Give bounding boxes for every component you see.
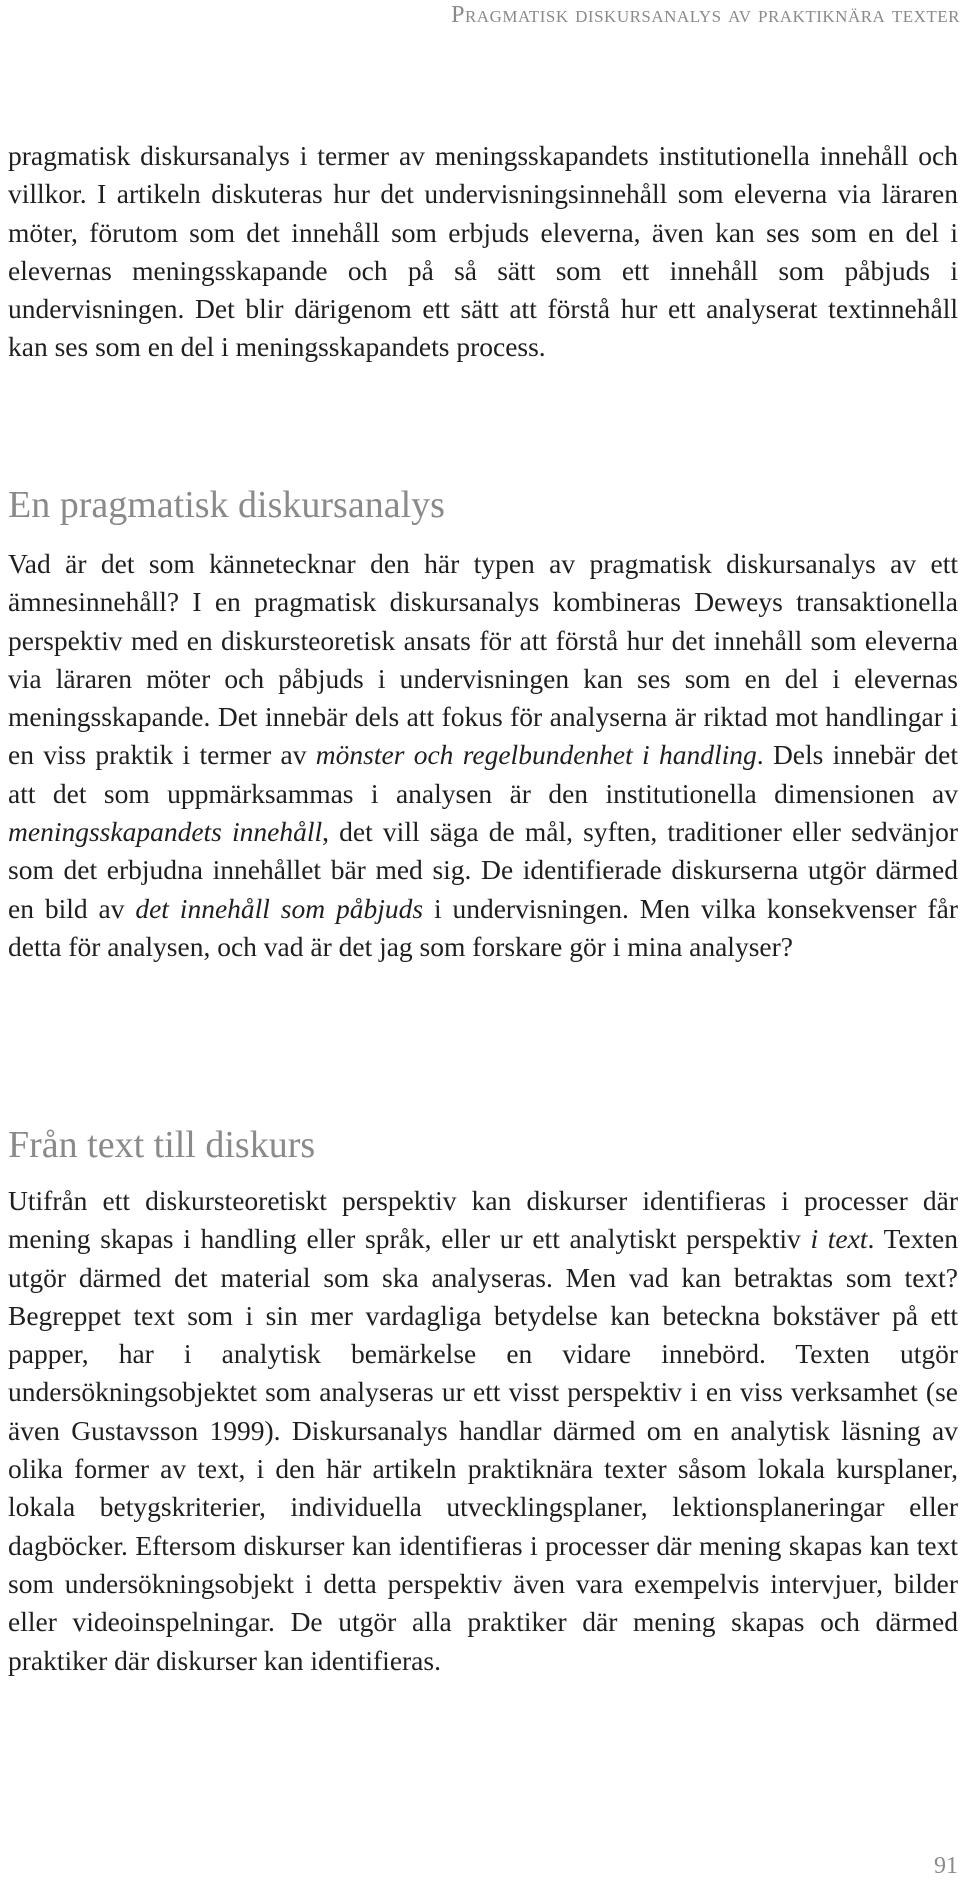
text-run: i undervisningen. Men vilka konsekvenser får detta för analysen, och vad är det jag som forskare gör i mina analyser?	[8, 892, 958, 962]
section-pragmatisk-diskursanalys	[8, 483, 958, 527]
text-run: , det vill säga de mål, syften, traditioner eller sedvänjor som det erbjudna innehållet bär med sig. De identifierade diskurserna utgör därmed en bild av	[8, 816, 958, 924]
text-run: . Texten utgör därmed det material som ska analyseras. Men vad kan betraktas som text? Begreppet text som i sin mer vardagliga betydelse kan beteckna bokstäver på ett papper, har i analytisk bemärkelse en vidare innebörd. Texten utgör undersökningsobjektet som analyseras ur ett visst perspektiv i en viss verksamhet (se även Gustavsson 1999). Diskursanalys handlar därmed om en analytisk läsning av olika former av text, i den här artikeln praktiknära texter såsom lokala kursplaner, lokala betygskriterier, individuella utvecklingsplaner, lektionsplaneringar eller dagböcker. Eftersom diskurser kan identifieras i processer där mening skapas kan text som undersökningsobjekt i detta perspektiv även vara exempelvis intervjuer, bilder eller videoinspelningar. De utgör alla praktiker där mening skapas och därmed praktiker där diskurser kan identifieras.	[8, 1223, 958, 1676]
paragraph-intro	[8, 137, 958, 367]
page-number: 91	[934, 1853, 958, 1879]
emphasis-text: meningsskapandets innehåll	[8, 816, 323, 848]
text-run: . Dels innebär det att det som uppmärksammas i analysen är den institutionella dimensionen av	[8, 739, 958, 809]
emphasis-text: i text	[810, 1223, 868, 1255]
text-run: Vad är det som kännetecknar den här typen av pragmatisk diskursanalys av ett ämnesinnehåll? I en pragmatisk diskursanalys kombineras Deweys transaktionella perspektiv med en diskursteoretisk ansats för att förstå hur det innehåll som eleverna via läraren möter och påbjuds i undervisningen kan ses som en del i elevernas meningsskapande. Det innebär dels att fokus för analyserna är riktad mot handlingar i en viss praktik i termer av	[8, 548, 958, 771]
emphasis-text: mönster och regelbundenhet i handling	[315, 739, 757, 771]
paragraph-pragmatisk	[8, 545, 958, 966]
paragraph-text: pragmatisk diskursanalys i termer av meningsskapandets institutionella innehåll och villkor. I artikeln diskuteras hur det undervisningsinnehåll som eleverna via läraren möter, förutom som det innehåll som erbjuds eleverna, även kan ses som en del i elevernas meningsskapande och på så sätt som ett innehåll som påbjuds i undervisningen. Det blir därigenom ett sätt att förstå hur ett analyserat textinnehåll kan ses som en del i meningsskapandets process.	[8, 140, 958, 363]
text-run: Utifrån ett diskursteoretiskt perspektiv kan diskurser identifieras i processer där mening skapas i handling eller språk, eller ur ett analytiskt perspektiv	[8, 1185, 958, 1255]
paragraph-text	[8, 1182, 958, 1680]
paragraph-text	[8, 545, 958, 966]
running-head: Pragmatisk diskursanalys av praktiknära texter	[451, 2, 960, 28]
section-fran-text-till-diskurs	[8, 1123, 958, 1167]
emphasis-text: det innehåll som påbjuds	[135, 892, 424, 924]
section-heading: En pragmatisk diskursanalys	[8, 484, 445, 526]
section-heading: Från text till diskurs	[8, 1124, 316, 1166]
paragraph-fran-text	[8, 1182, 958, 1680]
